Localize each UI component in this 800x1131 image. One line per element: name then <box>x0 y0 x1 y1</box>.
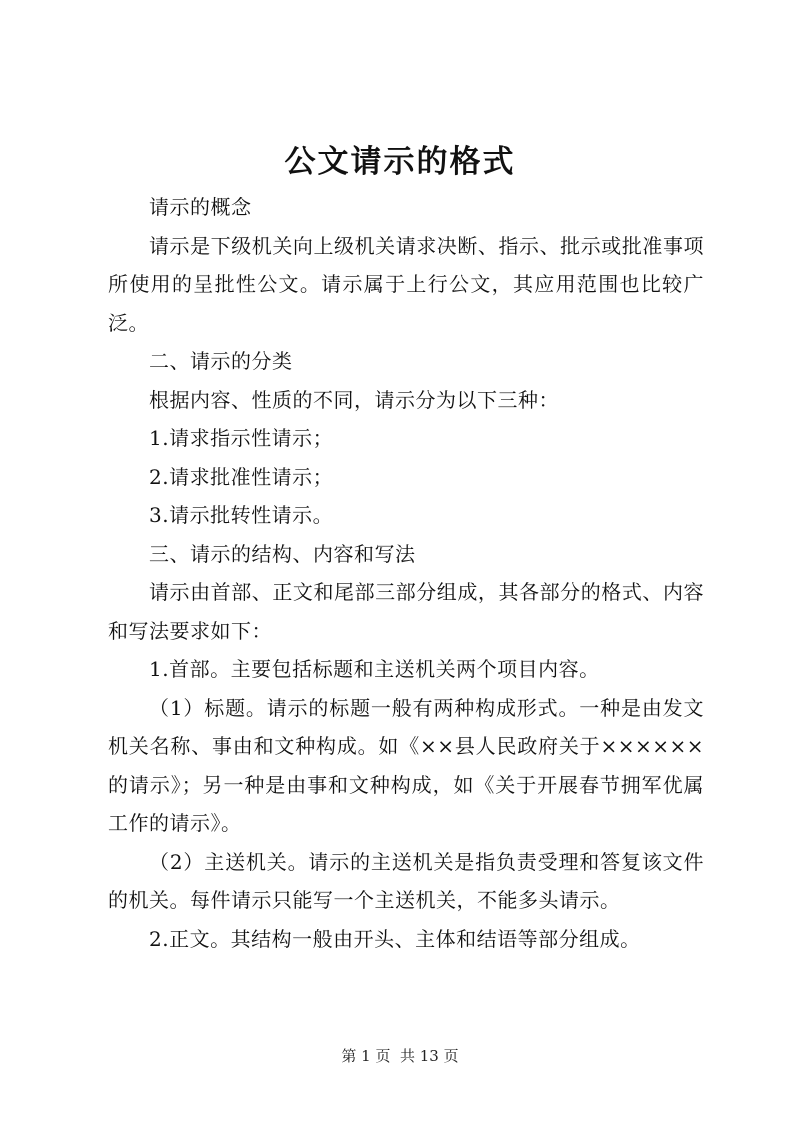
list-item-type-2: 2.请求批准性请示； <box>149 464 334 489</box>
paragraph-classification-heading: 二、请示的分类 <box>149 349 293 373</box>
paragraph-structure-intro: 请示由首部、正文和尾部三部分组成，其各部分的格式、内容和写法要求如下： <box>108 580 704 643</box>
list-item-type-3: 3.请示批转性请示。 <box>149 503 334 527</box>
page-footer <box>0 1046 800 1066</box>
list-item-type-1: 1.请求指示性请示； <box>149 426 334 450</box>
paragraph-classification-intro: 根据内容、性质的不同，请示分为以下三种： <box>149 387 559 412</box>
paragraph-structure-heading: 三、请示的结构、内容和写法 <box>149 541 416 566</box>
document-title: 公文请示的格式 <box>284 144 516 180</box>
paragraph-header-section: 1.首部。主要包括标题和主送机关两个项目内容。 <box>149 657 600 681</box>
document-body <box>108 188 704 958</box>
page-number-label: 第 1 页 共 13 页 <box>341 1047 459 1065</box>
paragraph-concept-heading: 请示的概念 <box>149 195 252 219</box>
paragraph-concept-definition: 请示是下级机关向上级机关请求决断、指示、批示或批准事项所使用的呈批性公文。请示属于上行公文，其应用范围也比较广泛。 <box>108 233 704 335</box>
paragraph-main-recipient: （2）主送机关。请示的主送机关是指负责受理和答复该文件的机关。每件请示只能写一个主送机关，不能多头请示。 <box>108 849 704 912</box>
paragraph-title-format: （1）标题。请示的标题一般有两种构成形式。一种是由发文机关名称、事由和文种构成。如《××县人民政府关于××××××的请示》；另一种是由事和文种构成，如《关于开展春节拥军优属工作的请示》。 <box>108 695 704 835</box>
paragraph-body-section: 2.正文。其结构一般由开头、主体和结语等部分组成。 <box>149 926 641 951</box>
